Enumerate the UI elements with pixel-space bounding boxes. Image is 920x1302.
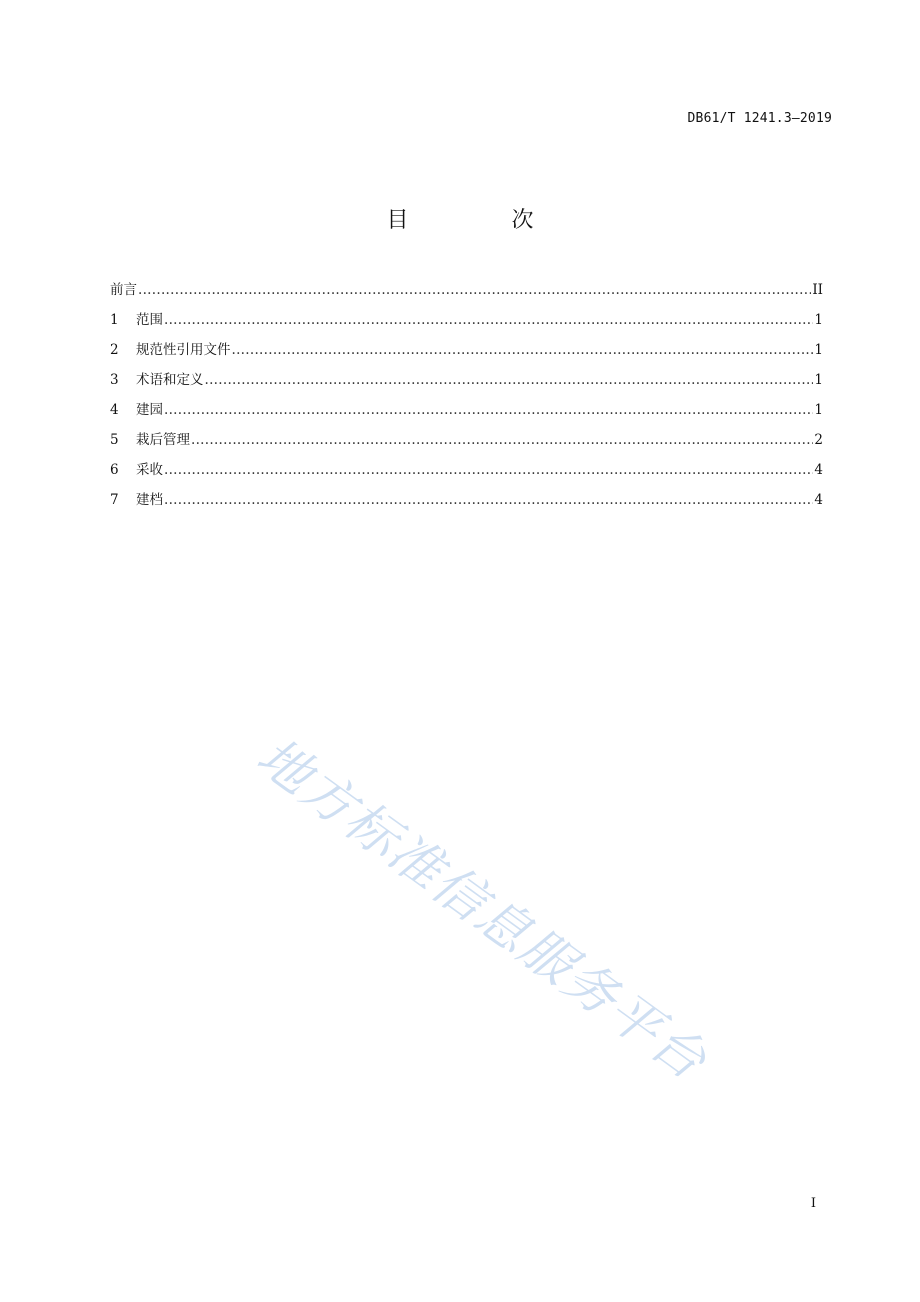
toc-entry-page: 1 [814, 312, 823, 328]
toc-dot-leader [232, 342, 814, 358]
toc-dot-leader [191, 432, 813, 448]
toc-entry-number: 1 [110, 312, 119, 328]
toc-dot-leader [164, 402, 813, 418]
toc-entry-page: 4 [814, 462, 823, 478]
toc-dot-leader [138, 282, 811, 298]
toc-entry-page: 1 [814, 402, 823, 418]
toc-entry-4[interactable] [110, 398, 823, 428]
toc-entry-page: 1 [814, 372, 823, 388]
toc-entry-label: 范围 [136, 312, 163, 328]
toc-entry-label: 建档 [136, 492, 163, 508]
toc-entry-label: 建园 [136, 402, 163, 418]
toc-entry-label: 栽后管理 [136, 432, 190, 448]
page-number: I [810, 1196, 816, 1211]
toc-entry-page: 1 [814, 342, 823, 358]
toc-entry-number: 5 [110, 432, 119, 448]
toc-entry-page: II [812, 282, 823, 298]
toc-entry-1[interactable] [110, 308, 823, 338]
watermark: 地方标准信息服务平台 [245, 726, 718, 1093]
document-code: DB61/T 1241.3—2019 [687, 111, 832, 126]
toc-entry-6[interactable] [110, 458, 823, 488]
toc-entry-3[interactable] [110, 368, 823, 398]
toc-entry-foreword[interactable] [110, 278, 823, 308]
toc-dot-leader [164, 492, 813, 508]
toc-dot-leader [164, 462, 813, 478]
toc-entry-label: 术语和定义 [136, 372, 204, 388]
toc-entry-page: 4 [814, 492, 823, 508]
toc-entry-number: 6 [110, 462, 119, 478]
toc-entry-label: 规范性引用文件 [136, 342, 231, 358]
toc-entry-number: 3 [110, 372, 119, 388]
page-title: 目 次 [386, 208, 582, 233]
toc-entry-label: 前言 [110, 282, 137, 298]
toc-entry-7[interactable] [110, 488, 823, 518]
toc-entry-2[interactable] [110, 338, 823, 368]
toc-entry-5[interactable] [110, 428, 823, 458]
toc-entry-number: 2 [110, 342, 119, 358]
toc-entry-label: 采收 [136, 462, 163, 478]
toc-entry-number: 7 [110, 492, 119, 508]
toc-dot-leader [164, 312, 813, 328]
table-of-contents [110, 278, 823, 518]
toc-entry-number: 4 [110, 402, 119, 418]
toc-dot-leader [205, 372, 814, 388]
toc-entry-page: 2 [814, 432, 823, 448]
